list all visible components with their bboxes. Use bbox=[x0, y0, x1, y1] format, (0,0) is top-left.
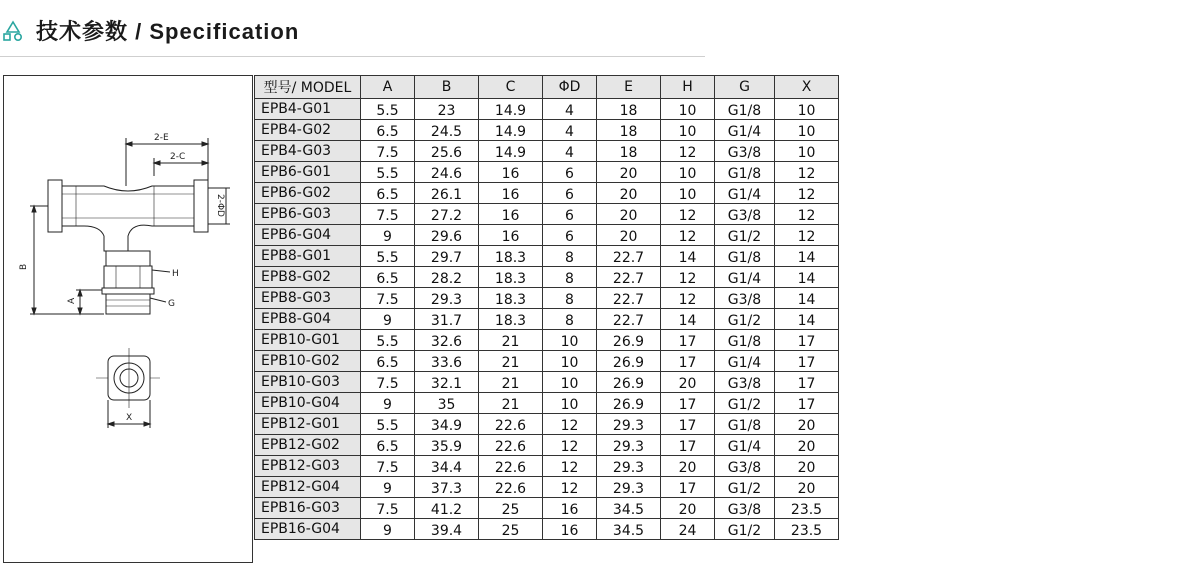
cell-c: 22.6 bbox=[479, 477, 543, 498]
cell-b: 34.9 bbox=[415, 414, 479, 435]
cell-e: 29.3 bbox=[597, 414, 661, 435]
cell-model: EPB8-G02 bbox=[255, 267, 361, 288]
label-b: B bbox=[19, 263, 29, 270]
cell-model: EPB8-G03 bbox=[255, 288, 361, 309]
cell-c: 25 bbox=[479, 498, 543, 519]
cell-model: EPB16-G03 bbox=[255, 498, 361, 519]
triangle-shapes-icon bbox=[2, 20, 24, 42]
cell-a: 5.5 bbox=[361, 246, 415, 267]
cell-c: 22.6 bbox=[479, 456, 543, 477]
cell-g: G3/8 bbox=[715, 204, 775, 225]
cell-model: EPB6-G02 bbox=[255, 183, 361, 204]
cell-model: EPB4-G01 bbox=[255, 99, 361, 120]
cell-h: 12 bbox=[661, 288, 715, 309]
cell-c: 14.9 bbox=[479, 120, 543, 141]
cell-h: 10 bbox=[661, 183, 715, 204]
cell-g: G1/8 bbox=[715, 99, 775, 120]
header-divider bbox=[0, 56, 705, 57]
label-g: G bbox=[168, 299, 175, 309]
cell-phid: 6 bbox=[543, 204, 597, 225]
cell-e: 22.7 bbox=[597, 309, 661, 330]
label-h: H bbox=[172, 269, 179, 279]
cell-x: 12 bbox=[775, 225, 839, 246]
cell-a: 5.5 bbox=[361, 99, 415, 120]
cell-a: 7.5 bbox=[361, 141, 415, 162]
table-row bbox=[255, 498, 839, 519]
cell-a: 6.5 bbox=[361, 183, 415, 204]
cell-b: 31.7 bbox=[415, 309, 479, 330]
cell-h: 17 bbox=[661, 414, 715, 435]
cell-model: EPB10-G02 bbox=[255, 351, 361, 372]
cell-c: 18.3 bbox=[479, 267, 543, 288]
cell-x: 14 bbox=[775, 267, 839, 288]
cell-g: G1/8 bbox=[715, 414, 775, 435]
cell-e: 26.9 bbox=[597, 351, 661, 372]
cell-phid: 6 bbox=[543, 225, 597, 246]
cell-a: 5.5 bbox=[361, 414, 415, 435]
header-b: B bbox=[415, 76, 479, 99]
table-row bbox=[255, 120, 839, 141]
cell-c: 25 bbox=[479, 519, 543, 540]
cell-x: 14 bbox=[775, 309, 839, 330]
table-row bbox=[255, 309, 839, 330]
cell-c: 21 bbox=[479, 372, 543, 393]
cell-x: 17 bbox=[775, 351, 839, 372]
cell-g: G1/2 bbox=[715, 309, 775, 330]
cell-model: EPB12-G02 bbox=[255, 435, 361, 456]
cell-model: EPB12-G04 bbox=[255, 477, 361, 498]
table-row bbox=[255, 351, 839, 372]
cell-c: 16 bbox=[479, 225, 543, 246]
table-row bbox=[255, 519, 839, 540]
cell-phid: 16 bbox=[543, 498, 597, 519]
cell-phid: 12 bbox=[543, 456, 597, 477]
cell-b: 34.4 bbox=[415, 456, 479, 477]
cell-a: 9 bbox=[361, 477, 415, 498]
tee-fitting-diagram bbox=[4, 76, 252, 562]
cell-g: G3/8 bbox=[715, 141, 775, 162]
cell-x: 23.5 bbox=[775, 498, 839, 519]
cell-x: 17 bbox=[775, 330, 839, 351]
cell-model: EPB12-G01 bbox=[255, 414, 361, 435]
cell-h: 24 bbox=[661, 519, 715, 540]
cell-e: 18 bbox=[597, 141, 661, 162]
cell-c: 21 bbox=[479, 393, 543, 414]
cell-c: 21 bbox=[479, 330, 543, 351]
cell-a: 7.5 bbox=[361, 288, 415, 309]
cell-a: 9 bbox=[361, 309, 415, 330]
header-a: A bbox=[361, 76, 415, 99]
cell-phid: 10 bbox=[543, 372, 597, 393]
cell-phid: 12 bbox=[543, 477, 597, 498]
cell-h: 10 bbox=[661, 99, 715, 120]
cell-a: 9 bbox=[361, 393, 415, 414]
cell-e: 26.9 bbox=[597, 372, 661, 393]
table-row bbox=[255, 162, 839, 183]
cell-model: EPB10-G04 bbox=[255, 393, 361, 414]
cell-a: 5.5 bbox=[361, 162, 415, 183]
table-row bbox=[255, 204, 839, 225]
cell-g: G1/4 bbox=[715, 183, 775, 204]
cell-c: 14.9 bbox=[479, 141, 543, 162]
cell-e: 20 bbox=[597, 183, 661, 204]
cell-a: 9 bbox=[361, 225, 415, 246]
fitting-technical-drawing bbox=[3, 75, 253, 563]
cell-c: 22.6 bbox=[479, 414, 543, 435]
page-title: 技术参数 / Specification bbox=[36, 19, 300, 44]
table-row bbox=[255, 414, 839, 435]
cell-h: 17 bbox=[661, 477, 715, 498]
header-phid: ΦD bbox=[543, 76, 597, 99]
cell-model: EPB16-G04 bbox=[255, 519, 361, 540]
cell-h: 12 bbox=[661, 204, 715, 225]
cell-c: 21 bbox=[479, 351, 543, 372]
cell-model: EPB6-G03 bbox=[255, 204, 361, 225]
cell-e: 18 bbox=[597, 120, 661, 141]
cell-c: 16 bbox=[479, 162, 543, 183]
label-2phid: 2-ΦD bbox=[215, 194, 225, 217]
cell-x: 20 bbox=[775, 414, 839, 435]
cell-h: 20 bbox=[661, 372, 715, 393]
cell-c: 18.3 bbox=[479, 288, 543, 309]
cell-b: 26.1 bbox=[415, 183, 479, 204]
cell-a: 7.5 bbox=[361, 372, 415, 393]
table-row bbox=[255, 372, 839, 393]
cell-phid: 4 bbox=[543, 120, 597, 141]
cell-e: 29.3 bbox=[597, 477, 661, 498]
cell-x: 12 bbox=[775, 162, 839, 183]
cell-b: 33.6 bbox=[415, 351, 479, 372]
label-2c: 2-C bbox=[170, 152, 186, 162]
cell-phid: 12 bbox=[543, 414, 597, 435]
cell-phid: 16 bbox=[543, 519, 597, 540]
cell-phid: 4 bbox=[543, 99, 597, 120]
cell-h: 10 bbox=[661, 120, 715, 141]
cell-x: 20 bbox=[775, 456, 839, 477]
cell-h: 20 bbox=[661, 498, 715, 519]
table-row bbox=[255, 288, 839, 309]
cell-x: 10 bbox=[775, 141, 839, 162]
cell-x: 20 bbox=[775, 435, 839, 456]
table-row bbox=[255, 330, 839, 351]
table-row bbox=[255, 183, 839, 204]
cell-x: 17 bbox=[775, 393, 839, 414]
cell-x: 14 bbox=[775, 288, 839, 309]
cell-g: G3/8 bbox=[715, 372, 775, 393]
cell-a: 5.5 bbox=[361, 330, 415, 351]
cell-phid: 8 bbox=[543, 246, 597, 267]
cell-phid: 8 bbox=[543, 309, 597, 330]
cell-b: 24.5 bbox=[415, 120, 479, 141]
cell-phid: 8 bbox=[543, 267, 597, 288]
cell-g: G1/8 bbox=[715, 330, 775, 351]
cell-x: 10 bbox=[775, 99, 839, 120]
cell-model: EPB6-G04 bbox=[255, 225, 361, 246]
cell-g: G1/2 bbox=[715, 477, 775, 498]
cell-g: G3/8 bbox=[715, 456, 775, 477]
cell-e: 29.3 bbox=[597, 435, 661, 456]
cell-phid: 6 bbox=[543, 183, 597, 204]
cell-x: 23.5 bbox=[775, 519, 839, 540]
cell-h: 12 bbox=[661, 225, 715, 246]
cell-a: 6.5 bbox=[361, 267, 415, 288]
cell-c: 18.3 bbox=[479, 246, 543, 267]
cell-h: 17 bbox=[661, 351, 715, 372]
label-2e: 2-E bbox=[154, 133, 169, 143]
cell-b: 41.2 bbox=[415, 498, 479, 519]
header-model: 型号/ MODEL bbox=[255, 76, 361, 99]
cell-b: 28.2 bbox=[415, 267, 479, 288]
header-h: H bbox=[661, 76, 715, 99]
cell-x: 14 bbox=[775, 246, 839, 267]
cell-b: 24.6 bbox=[415, 162, 479, 183]
cell-e: 26.9 bbox=[597, 393, 661, 414]
cell-phid: 12 bbox=[543, 435, 597, 456]
cell-g: G1/8 bbox=[715, 246, 775, 267]
cell-g: G1/8 bbox=[715, 162, 775, 183]
cell-g: G3/8 bbox=[715, 498, 775, 519]
cell-h: 17 bbox=[661, 435, 715, 456]
cell-g: G1/4 bbox=[715, 267, 775, 288]
cell-e: 34.5 bbox=[597, 519, 661, 540]
cell-e: 20 bbox=[597, 204, 661, 225]
cell-b: 29.7 bbox=[415, 246, 479, 267]
table-row bbox=[255, 246, 839, 267]
cell-phid: 10 bbox=[543, 351, 597, 372]
cell-g: G1/2 bbox=[715, 519, 775, 540]
header-g: G bbox=[715, 76, 775, 99]
cell-a: 9 bbox=[361, 519, 415, 540]
cell-model: EPB8-G04 bbox=[255, 309, 361, 330]
table-row bbox=[255, 99, 839, 120]
header-x: X bbox=[775, 76, 839, 99]
cell-model: EPB10-G03 bbox=[255, 372, 361, 393]
cell-g: G1/4 bbox=[715, 351, 775, 372]
cell-e: 18 bbox=[597, 99, 661, 120]
cell-h: 14 bbox=[661, 246, 715, 267]
cell-a: 6.5 bbox=[361, 435, 415, 456]
cell-c: 16 bbox=[479, 204, 543, 225]
cell-phid: 10 bbox=[543, 393, 597, 414]
cell-b: 32.6 bbox=[415, 330, 479, 351]
cell-phid: 10 bbox=[543, 330, 597, 351]
cell-phid: 8 bbox=[543, 288, 597, 309]
cell-x: 12 bbox=[775, 204, 839, 225]
table-row bbox=[255, 393, 839, 414]
table-row bbox=[255, 141, 839, 162]
cell-b: 37.3 bbox=[415, 477, 479, 498]
cell-b: 39.4 bbox=[415, 519, 479, 540]
section-header bbox=[0, 12, 705, 50]
cell-c: 14.9 bbox=[479, 99, 543, 120]
cell-b: 32.1 bbox=[415, 372, 479, 393]
table-row bbox=[255, 477, 839, 498]
cell-model: EPB4-G03 bbox=[255, 141, 361, 162]
cell-a: 7.5 bbox=[361, 204, 415, 225]
cell-b: 29.6 bbox=[415, 225, 479, 246]
cell-h: 10 bbox=[661, 162, 715, 183]
specification-table bbox=[254, 75, 839, 540]
table-row bbox=[255, 225, 839, 246]
header-c: C bbox=[479, 76, 543, 99]
cell-e: 29.3 bbox=[597, 456, 661, 477]
table-row bbox=[255, 267, 839, 288]
cell-a: 7.5 bbox=[361, 456, 415, 477]
cell-h: 12 bbox=[661, 141, 715, 162]
cell-g: G1/4 bbox=[715, 120, 775, 141]
cell-x: 20 bbox=[775, 477, 839, 498]
cell-c: 16 bbox=[479, 183, 543, 204]
cell-phid: 4 bbox=[543, 141, 597, 162]
cell-e: 22.7 bbox=[597, 246, 661, 267]
label-x: X bbox=[126, 413, 133, 423]
cell-g: G3/8 bbox=[715, 288, 775, 309]
cell-g: G1/2 bbox=[715, 393, 775, 414]
cell-g: G1/4 bbox=[715, 435, 775, 456]
table-row bbox=[255, 435, 839, 456]
cell-x: 10 bbox=[775, 120, 839, 141]
cell-c: 18.3 bbox=[479, 309, 543, 330]
cell-b: 25.6 bbox=[415, 141, 479, 162]
table-header-row bbox=[255, 76, 839, 99]
cell-e: 22.7 bbox=[597, 288, 661, 309]
cell-e: 20 bbox=[597, 225, 661, 246]
cell-model: EPB6-G01 bbox=[255, 162, 361, 183]
cell-a: 6.5 bbox=[361, 351, 415, 372]
cell-a: 7.5 bbox=[361, 498, 415, 519]
cell-phid: 6 bbox=[543, 162, 597, 183]
cell-b: 23 bbox=[415, 99, 479, 120]
table-row bbox=[255, 456, 839, 477]
cell-b: 35 bbox=[415, 393, 479, 414]
header-e: E bbox=[597, 76, 661, 99]
cell-c: 22.6 bbox=[479, 435, 543, 456]
cell-model: EPB8-G01 bbox=[255, 246, 361, 267]
cell-a: 6.5 bbox=[361, 120, 415, 141]
cell-e: 20 bbox=[597, 162, 661, 183]
cell-g: G1/2 bbox=[715, 225, 775, 246]
cell-h: 17 bbox=[661, 330, 715, 351]
cell-e: 26.9 bbox=[597, 330, 661, 351]
cell-b: 29.3 bbox=[415, 288, 479, 309]
cell-model: EPB4-G02 bbox=[255, 120, 361, 141]
cell-h: 20 bbox=[661, 456, 715, 477]
cell-h: 14 bbox=[661, 309, 715, 330]
cell-x: 12 bbox=[775, 183, 839, 204]
cell-model: EPB10-G01 bbox=[255, 330, 361, 351]
cell-model: EPB12-G03 bbox=[255, 456, 361, 477]
cell-h: 12 bbox=[661, 267, 715, 288]
cell-b: 27.2 bbox=[415, 204, 479, 225]
cell-e: 22.7 bbox=[597, 267, 661, 288]
cell-e: 34.5 bbox=[597, 498, 661, 519]
label-a: A bbox=[67, 297, 77, 304]
cell-b: 35.9 bbox=[415, 435, 479, 456]
cell-h: 17 bbox=[661, 393, 715, 414]
cell-x: 17 bbox=[775, 372, 839, 393]
